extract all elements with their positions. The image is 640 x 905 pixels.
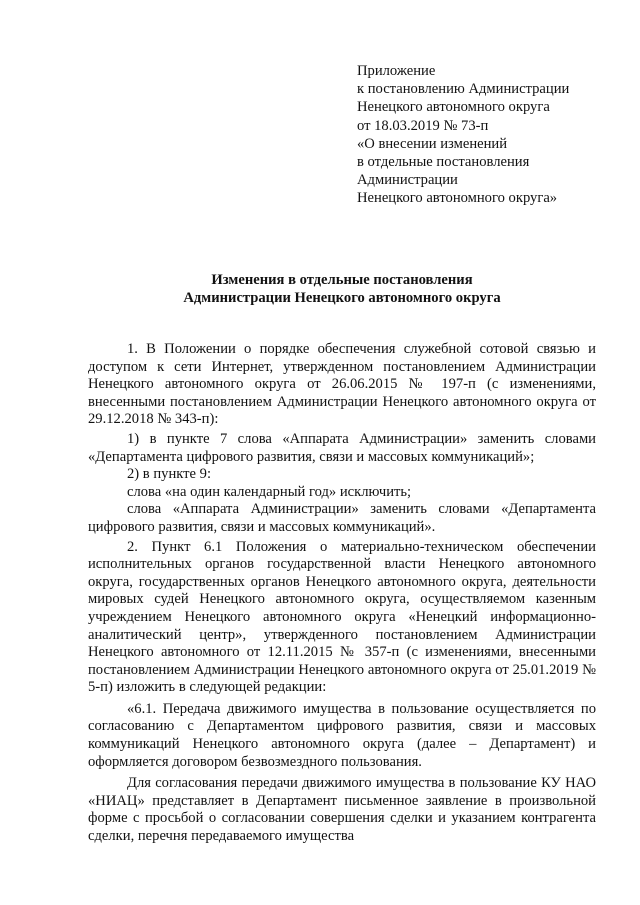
appendix-line: к постановлению Администрации	[357, 81, 570, 98]
paragraph-item-2: 2. Пункт 6.1 Положения о материально-техническом обеспечении исполнительных органов государственной власти Ненецкого автономного округа, государственных органов Ненецкого автономного округа, деятельности мировых судей Ненецкого автономного округа, осуществляемом казенным учреждением Ненецкого автономного округа «Ненецкий информационно-аналитический центр», утвержденного постановлением Администрации Ненецкого автономного от 12.11.2015 № 357-п (с изменениями, внесенными постановлением Администрации Ненецкого автономного округа от 25.01.2019 № 5-п) изложить в следующей редакции:	[88, 538, 596, 696]
appendix-header	[357, 62, 617, 208]
document-title	[88, 271, 596, 308]
appendix-line: в отдельные постановления	[357, 154, 530, 171]
paragraph-quote-6-1: «6.1. Передача движимого имущества в пользование осуществляется по согласованию с Департаментом цифрового развития, связи и массовых коммуникаций Ненецкого автономного округа (далее – Департамент) и оформляется договором безвозмездного пользования.	[88, 700, 596, 770]
paragraph-item-1: 1. В Положении о порядке обеспечения служебной сотовой связью и доступом к сети Интернет, утвержденном постановлением Администрации Ненецкого автономного округа от 26.06.2015 № 197-п (с изменениями, внесенными постановлением Администрации Ненецкого автономного округа от 29.12.2018 № 343-п):	[88, 341, 596, 428]
paragraph-subitem-2: 2) в пункте 9:	[127, 466, 212, 483]
title-line-1: Изменения в отдельные постановления	[211, 272, 473, 288]
appendix-line: Ненецкого автономного округа»	[357, 190, 558, 207]
appendix-line: Приложение	[357, 63, 436, 79]
paragraph-subitem-1: 1) в пункте 7 слова «Аппарата Администрации» заменить словами «Департамента цифрового развития, связи и массовых коммуникаций»;	[88, 430, 596, 465]
appendix-line: Ненецкого автономного округа	[357, 99, 550, 116]
document-body	[88, 341, 596, 846]
paragraph-subitem-2a: слова «на один календарный год» исключить;	[127, 483, 412, 500]
paragraph-subitem-2b: слова «Аппарата Администрации» заменить словами «Департамента цифрового развития, связи и массовых коммуникаций».	[88, 501, 596, 535]
appendix-line: Администрации	[357, 172, 458, 189]
paragraph-approval: Для согласования передачи движимого имущества в пользование КУ НАО «НИАЦ» представляет в Департамент письменное заявление в произвольной форме с просьбой о согласовании совершения сделки и указанием контрагента сделки, перечня передаваемого имущества	[88, 775, 596, 845]
appendix-line: «О внесении изменений	[357, 135, 508, 152]
title-line-2: Администрации Ненецкого автономного округа	[183, 290, 501, 307]
appendix-line: от 18.03.2019 № 73-п	[357, 117, 489, 134]
